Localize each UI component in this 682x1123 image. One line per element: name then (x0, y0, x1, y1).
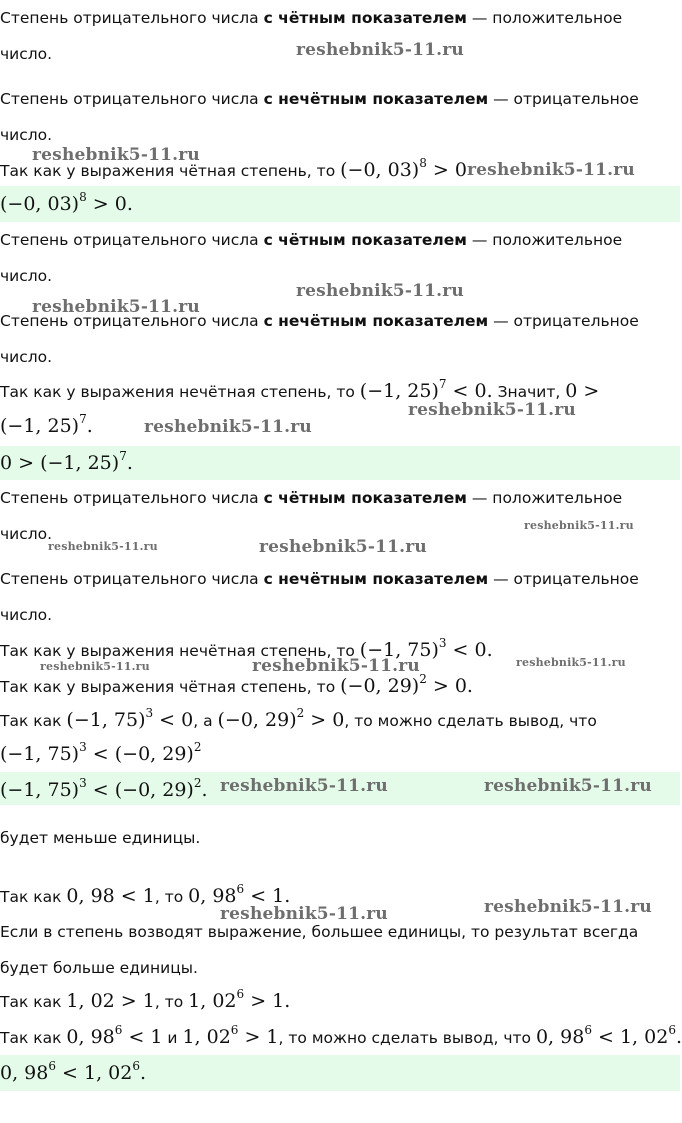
reason-b-line-1: Так как у выражения нечётная степень, то (−1, 25)$^7$ < 0. Значит, 0 > (0, 377, 600, 402)
clipped-line (0, 805, 680, 815)
rule-even-line-1: Степень отрицательного числа с чётным показателем — положительное (0, 9, 623, 27)
watermark: reshebnik5-11.ru (408, 400, 576, 420)
rule-odd-line-2: число. (0, 348, 53, 366)
answer-box-4 (0, 1055, 680, 1091)
reason-e-1: Так как 0, 98 < 1, то 0, $98^6 < 1$. (0, 882, 291, 907)
rule-odd-line-2: число. (0, 606, 53, 624)
watermark: reshebnik5-11.ru (32, 145, 200, 165)
rule-odd-line-1: Степень отрицательного числа с нечётным показателем — отрицательное (0, 90, 639, 108)
watermark: reshebnik5-11.ru (40, 660, 150, 673)
answer-4: 0, $98^6 < 1$, $02^6$. (0, 1059, 147, 1084)
watermark: reshebnik5-11.ru (484, 776, 652, 796)
rule-even-line-1: Степень отрицательного числа с чётным показателем — положительное (0, 231, 623, 249)
rule-odd-line-1: Степень отрицательного числа с нечётным показателем — отрицательное (0, 312, 639, 330)
reason-c: Так как у выражения нечётная степень, то (−1, 75)$^3$ < 0. (0, 636, 493, 661)
answer-3: (−1, 75)$^3$ < (−0, 29)$^2$. (0, 776, 208, 801)
answer-box-2 (0, 446, 680, 480)
watermark: reshebnik5-11.ru (516, 656, 626, 669)
watermark: reshebnik5-11.ru (484, 897, 652, 917)
rule-greater-one-line-2: будет больше единицы. (0, 959, 198, 977)
reason-a: Так как у выражения чётная степень, то (−0, 03)$^8$ > 0 (0, 156, 467, 181)
reason-cd-line-1: Так как (−1, 75)$^3$ < 0, а (−0, 29)$^2$ > 0, то можно сделать вывод, что (0, 706, 597, 731)
reason-b-line-2: (−1, 25)$^7$. (0, 412, 93, 437)
watermark: reshebnik5-11.ru (467, 160, 635, 180)
rule-even-line-2: число. (0, 45, 53, 63)
rule-even-line-2: число. (0, 525, 53, 543)
reason-e-2: Так как 1, 02 > 1, то 1, $02^6 > 1$. (0, 987, 291, 1012)
watermark: reshebnik5-11.ru (32, 297, 200, 317)
watermark: reshebnik5-11.ru (220, 904, 388, 924)
rule-odd-line-2: число. (0, 126, 53, 144)
reason-e-3: Так как 0, $98^6 < 1$ и 1, $02^6 > 1$, то можно сделать вывод, что 0, $98^6 < 1$, $02^6$. (0, 1023, 682, 1048)
answer-2: 0 > (−1, 25)$^7$. (0, 449, 133, 474)
reason-cd-line-2: (−1, 75)$^3$ < (−0, 29)$^2$ (0, 740, 202, 765)
watermark: reshebnik5-11.ru (144, 417, 312, 437)
watermark: reshebnik5-11.ru (48, 540, 158, 553)
watermark: reshebnik5-11.ru (524, 519, 634, 532)
rule-less-one-tail: будет меньше единицы. (0, 829, 201, 847)
rule-even-line-1: Степень отрицательного числа с чётным показателем — положительное (0, 489, 623, 507)
watermark: reshebnik5-11.ru (296, 281, 464, 301)
watermark: reshebnik5-11.ru (220, 776, 388, 796)
rule-odd-line-1: Степень отрицательного числа с нечётным показателем — отрицательное (0, 570, 639, 588)
rule-even-line-2: число. (0, 267, 53, 285)
answer-box-1 (0, 186, 680, 222)
watermark: reshebnik5-11.ru (296, 40, 464, 60)
reason-d: Так как у выражения чётная степень, то (−0, 29)$^2$ > 0. (0, 672, 473, 697)
answer-1: (−0, 03)$^8$ > 0. (0, 190, 133, 215)
rule-greater-one-line-1: Если в степень возводят выражение, большее единицы, то результат всегда (0, 923, 639, 941)
watermark: reshebnik5-11.ru (259, 537, 427, 557)
watermark: reshebnik5-11.ru (252, 656, 420, 676)
